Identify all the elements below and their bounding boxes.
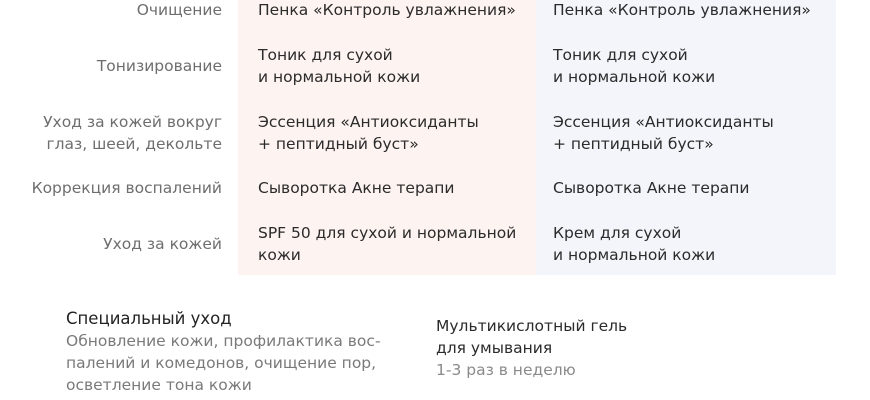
day-cell: SPF 50 для сухой и нормальной кожи <box>258 224 517 264</box>
special-care-product <box>436 315 736 381</box>
special-care-description: Обновление кожи, профилактика вос- палений и комедонов, очищение пор, осветление тона кожи <box>66 332 381 394</box>
row-label: Коррекция воспалений <box>31 179 222 197</box>
special-care-title: Специальный уход <box>66 309 232 328</box>
night-cell: Сыворотка Акне терапи <box>553 179 750 197</box>
night-cell: Крем для сухой и нормальной кожи <box>553 224 716 264</box>
row-label: Уход за кожей вокруг глаз, шеей, декольте <box>43 113 222 153</box>
night-cell: Тоник для сухой и нормальной кожи <box>553 46 716 86</box>
night-cell: Пенка «Контроль увлажнения» <box>553 1 811 19</box>
product-frequency: 1-3 раз в неделю <box>436 361 576 379</box>
product-name: Мультикислотный гель для умывания <box>436 317 628 357</box>
row-label: Уход за кожей <box>103 235 222 253</box>
row-label: Очищение <box>136 1 222 19</box>
row-label: Тонизирование <box>96 57 222 75</box>
day-cell: Сыворотка Акне терапи <box>258 179 455 197</box>
day-cell: Пенка «Контроль увлажнения» <box>258 1 516 19</box>
day-cell: Тоник для сухой и нормальной кожи <box>258 46 421 86</box>
day-cell: Эссенция «Антиоксиданты + пептидный буст» <box>258 113 479 153</box>
night-cell: Эссенция «Антиоксиданты + пептидный буст» <box>553 113 774 153</box>
special-care-section <box>66 308 396 396</box>
